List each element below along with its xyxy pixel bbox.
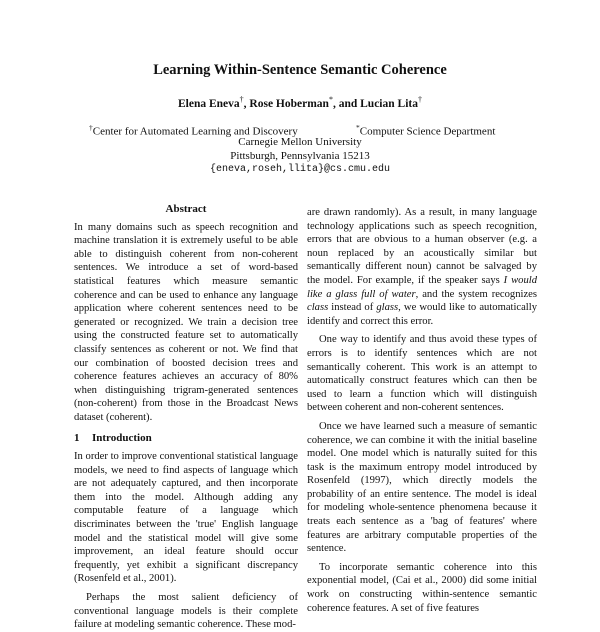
section-title: Introduction [92, 431, 152, 444]
paper-title: Learning Within-Sentence Semantic Coherence [153, 62, 447, 78]
body-paragraph: One way to identify and thus avoid these types of errors is to identify sentences which are not semantically coherent. This work is an attempt to automatically construct features which can then be used to learn a function which will distinguish between coherent and non-coherent sentences. [307, 334, 537, 414]
email: {eneva,roseh,llita}@cs.cmu.edu [209, 164, 391, 175]
author-mark: * [328, 95, 333, 104]
intro-paragraph: Perhaps the most salient deficiency of conventional language models is their complete failure at modeling semantic coherence. These mod- [74, 592, 298, 631]
emphasis: glass [376, 302, 399, 314]
affiliation-mark: * [356, 123, 360, 132]
left-column [74, 203, 298, 632]
affiliation-right [356, 121, 495, 139]
section-number: 1 [74, 431, 80, 444]
emphasis: I would like a glass full of water [307, 274, 537, 300]
affiliation-left-text: Center for Automated Learning and Discovery [92, 125, 298, 138]
body-paragraph: To incorporate semantic coherence into this exponential model, (Cai et al., 2000) did some initial work on constructing within-sentence semantic coherence features. A set of five features [307, 561, 537, 614]
text-run: , and the system recognizes [415, 288, 537, 300]
abstract-heading: Abstract [165, 203, 207, 215]
author-name: Rose Hoberman [249, 97, 329, 110]
author-mark: † [239, 95, 244, 104]
author-name: Elena Eneva [178, 97, 240, 110]
section-heading [74, 432, 298, 446]
abstract-text: In many domains such as speech recognition and machine translation it is extremely useful to be able able to distinguish coherent from non-coherent sentences. We introduce a set of word-based statistical features which measure semantic coherence and can be used to enhance any language application where coherent sentences need to be generated or recognized. We train a decision tree using the constructed feature set to automatically classify sentences as coherent or not. We find that our combination of boosted decision trees and coherence features achieves an accuracy of 80% when distinguishing trigram-generated sentences (non-coherent) from those in the Broadcast News dataset (coherent). [74, 221, 298, 423]
city: Pittsburgh, Pennsylvania 15213 [230, 150, 370, 162]
affiliation-mark: † [89, 123, 93, 132]
author-list [0, 95, 600, 110]
body-paragraph: Once we have learned such a measure of semantic coherence, we can combine it with the initial baseline model. One model which is naturally suited for this task is the maximum entropy model introduced by Rosenfeld (1997), which directly models the probability of an entire sentence. The model is ideal for modeling whole-sentence phenomena because it treats each sentence as a 'bag of features' where features are arbitrary computable properties of the sentence. [307, 420, 537, 555]
body-paragraph [307, 206, 537, 328]
author-separator: , [243, 97, 250, 110]
emphasis: class [307, 302, 329, 314]
university: Carnegie Mellon University [238, 136, 362, 148]
text-run: , we would like to automatically identify and correct this error. [307, 302, 537, 327]
affiliation-block [0, 121, 600, 177]
author-mark: † [417, 95, 422, 104]
text-run: are drawn randomly). As a result, in many language technology applications such as speech recognition, errors that are obvious to a human observer (e.g. a noun replaced by an acoustically similar but semantically different noun) cannot be salvaged by the model. For example, if the speaker says [307, 207, 537, 286]
intro-paragraph: In order to improve conventional statistical language models, we need to find aspects of language which are not adequately captured, and then incorporate them into the model. Although adding any computable feature of a language which discriminates between the 'true' English language model and the statistical model will give some improvement, an ideal feature should occur frequently, yet exhibit a significant discrepancy (Rosenfeld et al., 2001). [74, 451, 298, 585]
author-name: Lucian Lita [360, 97, 418, 110]
text-run: instead of [328, 302, 377, 314]
right-column [307, 206, 537, 615]
author-separator: , and [332, 97, 361, 110]
affiliation-right-text: Computer Science Department [359, 125, 496, 138]
affiliation-left [89, 121, 298, 139]
